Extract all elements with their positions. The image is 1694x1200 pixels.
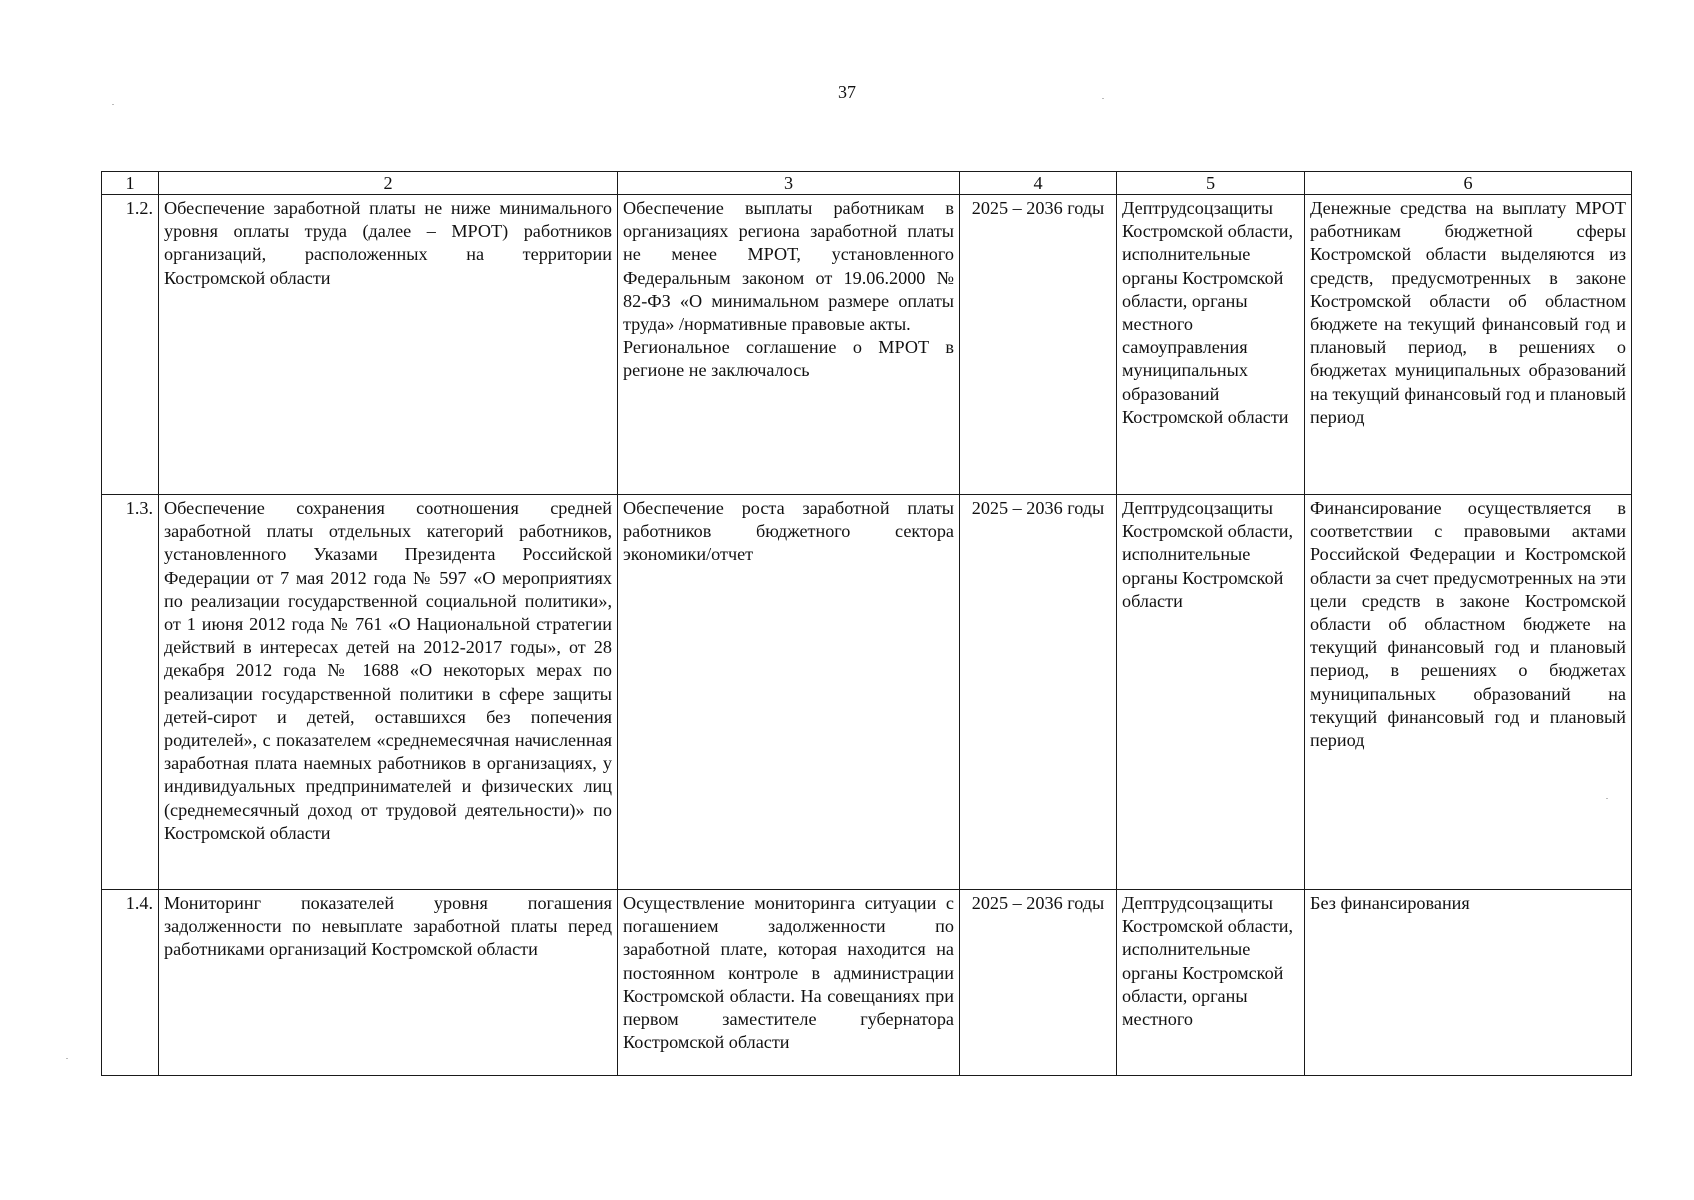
funding-cell: Денежные средства на выплату МРОТ работникам бюджетной сферы Костромской области выделяются из средств, предусмотренных в законе Костромской области об областном бюджете на текущий финансовый год и плановый период, в решениях о бюджетах муниципальных образований на текущий финансовый год и плановый период	[1305, 195, 1632, 495]
page-number: 37	[838, 82, 856, 102]
result-cell	[618, 195, 960, 495]
column-header: 3	[618, 172, 960, 195]
measure-cell: Обеспечение сохранения соотношения средней заработной платы отдельных категорий работников, установленного Указами Президента Российской Федерации от 7 мая 2012 года № 597 «О мероприятиях по реализации государственной социальной политики», от 1 июня 2012 года № 761 «О Национальной стратегии действий в интересах детей на 2012-2017 годы», от 28 декабря 2012 года № 1688 «О некоторых мерах по реализации государственной политики в сфере защиты детей-сирот и детей, оставшихся без попечения родителей», с показателем «среднемесячная начисленная заработная плата наемных работников в организациях, у индивидуальных предпринимателей и физических лиц (среднемесячный доход от трудовой деятельности)» по Костромской области	[159, 495, 618, 890]
period-cell: 2025 – 2036 годы	[960, 495, 1117, 890]
table-row	[102, 495, 1632, 890]
row-number: 1.4.	[102, 890, 159, 1076]
row-number: 1.2.	[102, 195, 159, 495]
result-cell	[618, 495, 960, 890]
table-row	[102, 195, 1632, 495]
result-paragraph: Обеспечение роста заработной платы работников бюджетного сектора экономики/отчет	[623, 498, 954, 565]
executor-cell: Дептрудсоцзащиты Костромской области, исполнительные органы Костромской области, органы местного самоуправления муниципальных образований Костромской области	[1117, 195, 1305, 495]
scan-speck	[66, 1058, 68, 1059]
measures-table	[101, 171, 1632, 1076]
executor-cell: Дептрудсоцзащиты Костромской области, исполнительные органы Костромской области	[1117, 495, 1305, 890]
funding-cell: Без финансирования	[1305, 890, 1632, 1076]
scan-speck	[1606, 798, 1608, 799]
result-cell	[618, 890, 960, 1076]
column-header: 4	[960, 172, 1117, 195]
result-paragraph: Осуществление мониторинга ситуации с погашением задолженности по заработной плате, которая находится на постоянном контроле в администрации Костромской области. На совещаниях при первом заместителе губернатора Костромской области	[623, 893, 954, 1053]
result-paragraph: Региональное соглашение о МРОТ в регионе не заключалось	[623, 337, 954, 381]
row-number: 1.3.	[102, 495, 159, 890]
executor-cell: Дептрудсоцзащиты Костромской области, исполнительные органы Костромской области, органы местного	[1117, 890, 1305, 1076]
scan-speck	[112, 104, 114, 105]
measure-cell: Обеспечение заработной платы не ниже минимального уровня оплаты труда (далее – МРОТ) работников организаций, расположенных на территории Костромской области	[159, 195, 618, 495]
column-numbers-row	[102, 172, 1632, 195]
column-header: 1	[102, 172, 159, 195]
scan-speck	[1102, 98, 1104, 99]
measure-cell: Мониторинг показателей уровня погашения задолженности по невыплате заработной платы перед работниками организаций Костромской области	[159, 890, 618, 1076]
table-row	[102, 890, 1632, 1076]
result-paragraph: Обеспечение выплаты работникам в организациях региона заработной платы не менее МРОТ, установленного Федеральным законом от 19.06.2000 № 82-ФЗ «О минимальном размере оплаты труда» /нормативные правовые акты.	[623, 198, 954, 335]
column-header: 5	[1117, 172, 1305, 195]
funding-cell: Финансирование осуществляется в соответствии с правовыми актами Российской Федерации и Костромской области за счет предусмотренных на эти цели средств в законе Костромской области об областном бюджете на текущий финансовый год и плановый период, в решениях о бюджетах муниципальных образований на текущий финансовый год и плановый период	[1305, 495, 1632, 890]
period-cell: 2025 – 2036 годы	[960, 195, 1117, 495]
period-cell: 2025 – 2036 годы	[960, 890, 1117, 1076]
column-header: 2	[159, 172, 618, 195]
column-header: 6	[1305, 172, 1632, 195]
